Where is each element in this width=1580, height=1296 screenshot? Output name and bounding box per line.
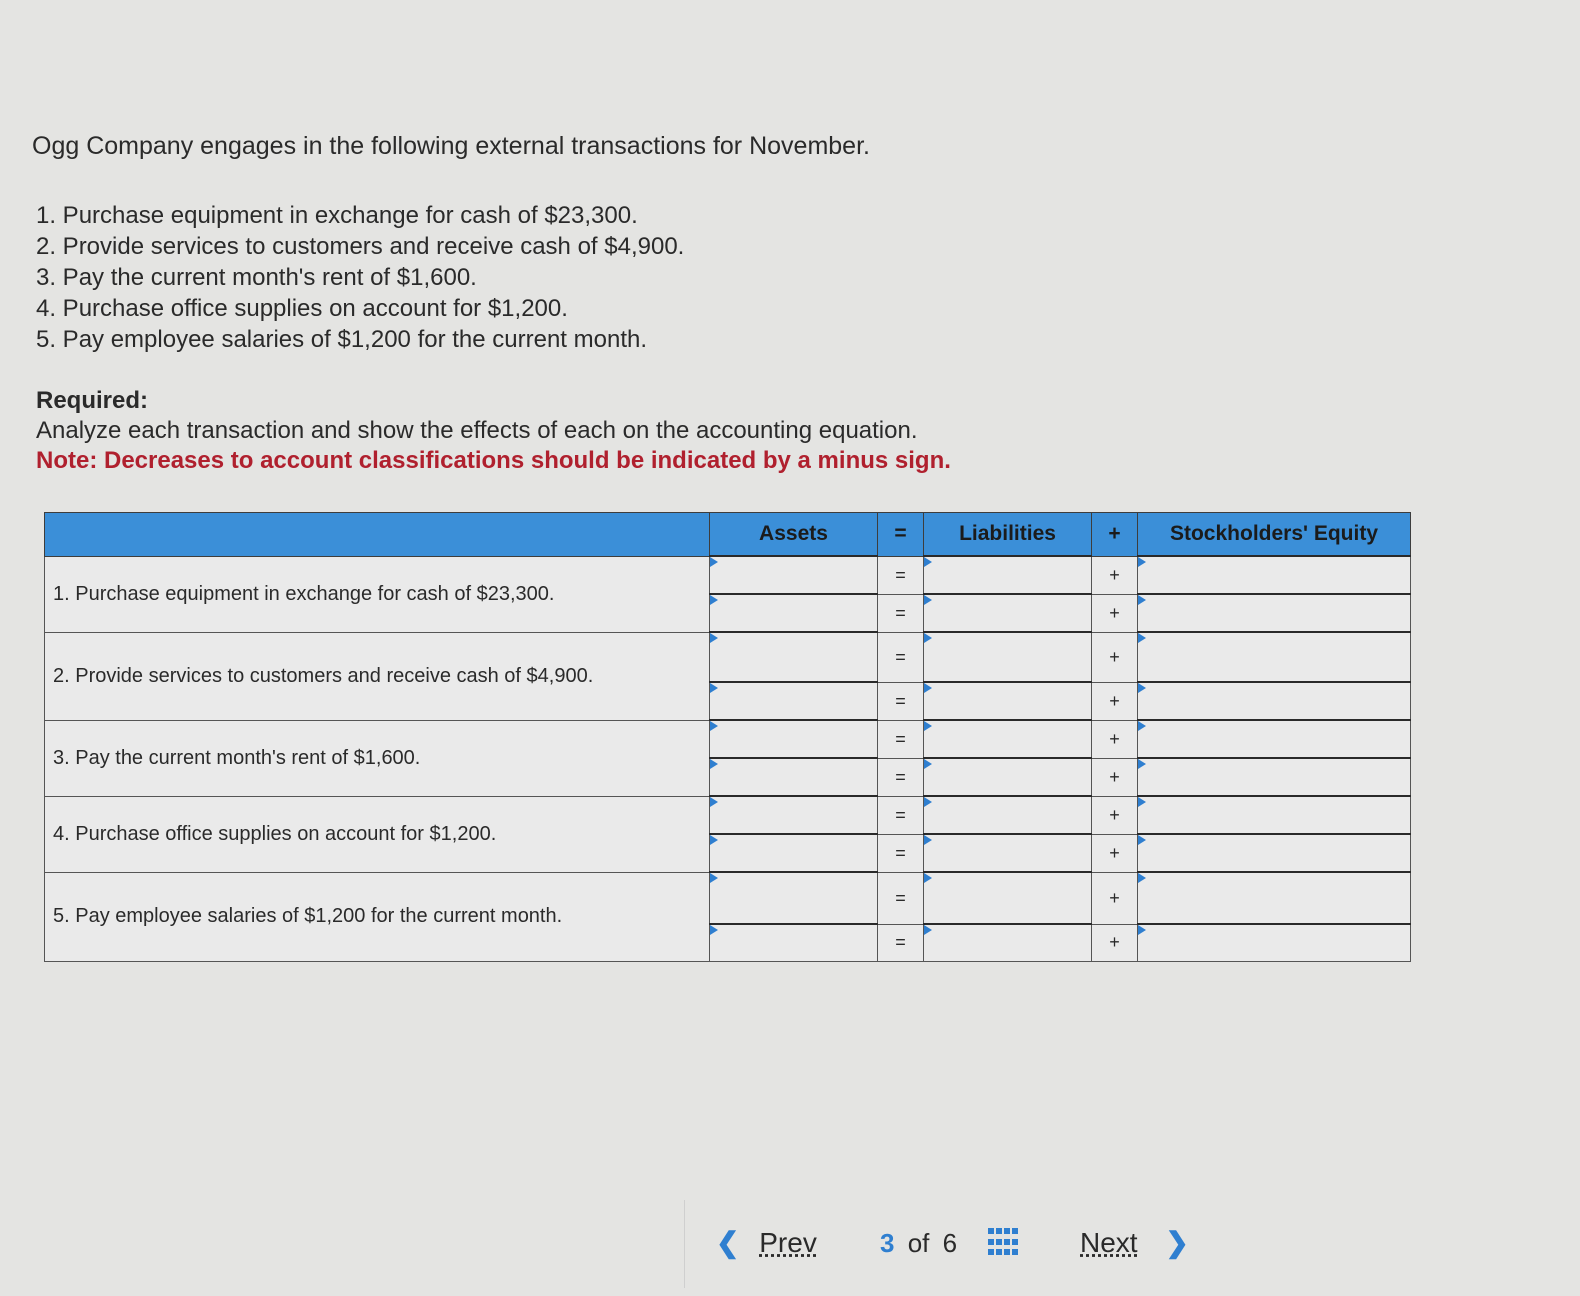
assets-field[interactable] [710, 797, 877, 833]
liabilities-field[interactable] [924, 557, 1091, 593]
liabilities-input[interactable] [924, 924, 1092, 962]
equity-input[interactable] [1138, 758, 1411, 796]
plus-sign: + [1092, 720, 1138, 758]
header-blank [45, 513, 710, 557]
assets-field[interactable] [710, 721, 877, 757]
equals-sign: = [878, 872, 924, 924]
liabilities-input[interactable] [924, 556, 1092, 594]
liabilities-field[interactable] [924, 873, 1091, 923]
assets-input[interactable] [710, 758, 878, 796]
liabilities-input[interactable] [924, 632, 1092, 682]
equity-input[interactable] [1138, 682, 1411, 720]
assets-field[interactable] [710, 595, 877, 631]
problem-intro: Ogg Company engages in the following external transactions for November. [32, 132, 870, 160]
assets-input[interactable] [710, 834, 878, 872]
assets-input[interactable] [710, 594, 878, 632]
assets-field[interactable] [710, 633, 877, 681]
equity-field[interactable] [1138, 595, 1410, 631]
equity-input[interactable] [1138, 720, 1411, 758]
liabilities-field[interactable] [924, 683, 1091, 719]
table-row [45, 632, 1411, 682]
plus-sign: + [1092, 594, 1138, 632]
row-label-4: 4. Purchase office supplies on account for $1,200. [45, 796, 710, 872]
assets-field[interactable] [710, 759, 877, 795]
equity-field[interactable] [1138, 873, 1410, 923]
equity-field[interactable] [1138, 683, 1410, 719]
header-stockholders-equity: Stockholders' Equity [1138, 513, 1411, 557]
row-label-2: 2. Provide services to customers and receive cash of $4,900. [45, 632, 710, 720]
list-item: 4. Purchase office supplies on account for $1,200. [36, 295, 568, 322]
assets-field[interactable] [710, 683, 877, 719]
list-item: 2. Provide services to customers and receive cash of $4,900. [36, 233, 685, 260]
assets-field[interactable] [710, 835, 877, 871]
plus-sign: + [1092, 924, 1138, 962]
plus-sign: + [1092, 632, 1138, 682]
equity-input[interactable] [1138, 556, 1411, 594]
assets-input[interactable] [710, 556, 878, 594]
equals-sign: = [878, 720, 924, 758]
row-label-1: 1. Purchase equipment in exchange for cash of $23,300. [45, 556, 710, 632]
equity-field[interactable] [1138, 633, 1410, 681]
header-plus: + [1092, 513, 1138, 557]
current-page: 3 [880, 1228, 895, 1258]
liabilities-input[interactable] [924, 872, 1092, 924]
assets-input[interactable] [710, 682, 878, 720]
liabilities-input[interactable] [924, 594, 1092, 632]
accounting-equation-table [44, 512, 1411, 962]
required-section [36, 386, 951, 476]
assets-input[interactable] [710, 720, 878, 758]
assets-input[interactable] [710, 924, 878, 962]
equity-input[interactable] [1138, 834, 1411, 872]
assets-field[interactable] [710, 873, 877, 923]
assets-input[interactable] [710, 632, 878, 682]
equity-input[interactable] [1138, 924, 1411, 962]
liabilities-field[interactable] [924, 797, 1091, 833]
equals-sign: = [878, 594, 924, 632]
transaction-list [36, 200, 684, 355]
liabilities-field[interactable] [924, 721, 1091, 757]
list-item: 1. Purchase equipment in exchange for cash of $23,300. [36, 202, 638, 229]
equity-input[interactable] [1138, 632, 1411, 682]
liabilities-input[interactable] [924, 796, 1092, 834]
equals-sign: = [878, 834, 924, 872]
list-item: 3. Pay the current month's rent of $1,600. [36, 264, 477, 291]
equity-field[interactable] [1138, 557, 1410, 593]
plus-sign: + [1092, 682, 1138, 720]
assets-input[interactable] [710, 872, 878, 924]
required-heading: Required: [36, 387, 149, 414]
list-item: 5. Pay employee salaries of $1,200 for the current month. [36, 326, 648, 353]
plus-sign: + [1092, 834, 1138, 872]
equity-field[interactable] [1138, 759, 1410, 795]
next-button[interactable] [1080, 1226, 1189, 1259]
liabilities-input[interactable] [924, 834, 1092, 872]
prev-label: Prev [759, 1227, 817, 1258]
plus-sign: + [1092, 796, 1138, 834]
equity-field[interactable] [1138, 925, 1410, 961]
of-label: of [907, 1228, 930, 1258]
equity-field[interactable] [1138, 835, 1410, 871]
liabilities-input[interactable] [924, 758, 1092, 796]
assets-field[interactable] [710, 557, 877, 593]
equals-sign: = [878, 924, 924, 962]
liabilities-field[interactable] [924, 633, 1091, 681]
equity-input[interactable] [1138, 594, 1411, 632]
table-row [45, 720, 1411, 758]
equals-sign: = [878, 556, 924, 594]
equity-field[interactable] [1138, 721, 1410, 757]
equals-sign: = [878, 796, 924, 834]
plus-sign: + [1092, 556, 1138, 594]
liabilities-input[interactable] [924, 682, 1092, 720]
header-equals: = [878, 513, 924, 557]
header-assets: Assets [710, 513, 878, 557]
equity-input[interactable] [1138, 796, 1411, 834]
required-instruction: Analyze each transaction and show the effects of each on the accounting equation. [36, 417, 918, 444]
equals-sign: = [878, 682, 924, 720]
plus-sign: + [1092, 758, 1138, 796]
assets-input[interactable] [710, 796, 878, 834]
total-pages: 6 [942, 1228, 958, 1258]
liabilities-field[interactable] [924, 835, 1091, 871]
liabilities-field[interactable] [924, 595, 1091, 631]
table-header-row [45, 513, 1411, 557]
page-indicator [880, 1228, 957, 1259]
equals-sign: = [878, 632, 924, 682]
row-label-3: 3. Pay the current month's rent of $1,600. [45, 720, 710, 796]
equity-field[interactable] [1138, 797, 1410, 833]
liabilities-input[interactable] [924, 720, 1092, 758]
equals-sign: = [878, 758, 924, 796]
row-label-5: 5. Pay employee salaries of $1,200 for the current month. [45, 872, 710, 962]
equity-input[interactable] [1138, 872, 1411, 924]
plus-sign: + [1092, 872, 1138, 924]
table-row [45, 872, 1411, 924]
chevron-left-icon: ❮ [716, 1227, 740, 1258]
chevron-right-icon: ❯ [1165, 1227, 1189, 1258]
next-label: Next [1080, 1227, 1138, 1258]
grid-view-icon[interactable] [988, 1228, 1018, 1258]
assets-field[interactable] [710, 925, 877, 961]
header-liabilities: Liabilities [924, 513, 1092, 557]
prev-button[interactable] [716, 1226, 817, 1259]
liabilities-field[interactable] [924, 925, 1091, 961]
liabilities-field[interactable] [924, 759, 1091, 795]
table-row [45, 556, 1411, 594]
required-note: Note: Decreases to account classifications should be indicated by a minus sign. [36, 447, 951, 474]
table-row [45, 796, 1411, 834]
